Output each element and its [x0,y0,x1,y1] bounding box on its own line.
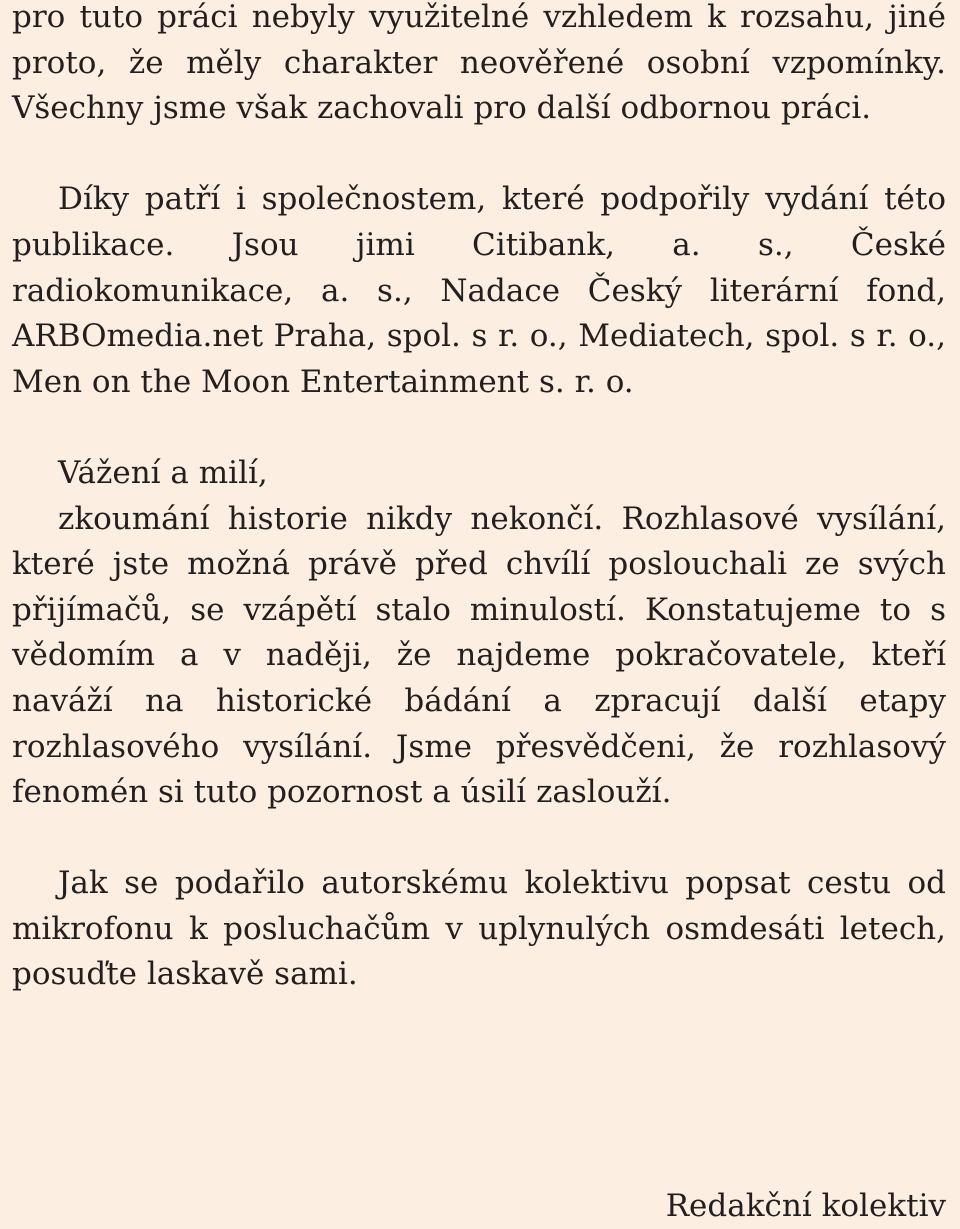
paragraph-spacer [12,816,946,862]
signature: Redakční kolektiv [665,1188,946,1224]
document-body [12,0,946,998]
paragraph-continuation: pro tuto práci nebyly využitelné vzhledem k rozsahu, jiné proto, že měly charakter neověřené osobní vzpomínky. Všechny jsme však zachovali pro další odbornou práci. [12,0,946,127]
paragraph-closing: Jak se podařilo autorskému kolektivu popsat cestu od mikrofonu k posluchačům v uplynulých osmdesáti letech, posuďte laskavě sami. [12,865,946,993]
paragraph-history: zkoumání historie nikdy nekončí. Rozhlasové vysílání, které jste možná právě před chvílí poslouchali ze svých přijímačů, se vzápětí stalo minulostí. Konstatujeme to s vědomím a v naději, že najdeme pokračovatele, kteří naváží na historické bádání a zpracují další etapy rozhlasového vysílání. Jsme přesvědčeni, že rozhlasový fenomén si tuto pozornost a úsilí zaslouží. [12,500,946,811]
paragraph-spacer [12,132,946,178]
salutation: Vážení a milí, [58,454,268,491]
paragraph-spacer [12,405,946,451]
paragraph-acknowledgements: Díky patří i společnostem, které podpořily vydání této publikace. Jsou jimi Citibank, a. s., České radiokomunikace, a. s., Nadace Český literární fond, ARBOmedia.net Praha, spol. s r. o., Mediatech, spol. s r. o., Men on the Moon Entertainment s. r. o. [12,181,946,400]
